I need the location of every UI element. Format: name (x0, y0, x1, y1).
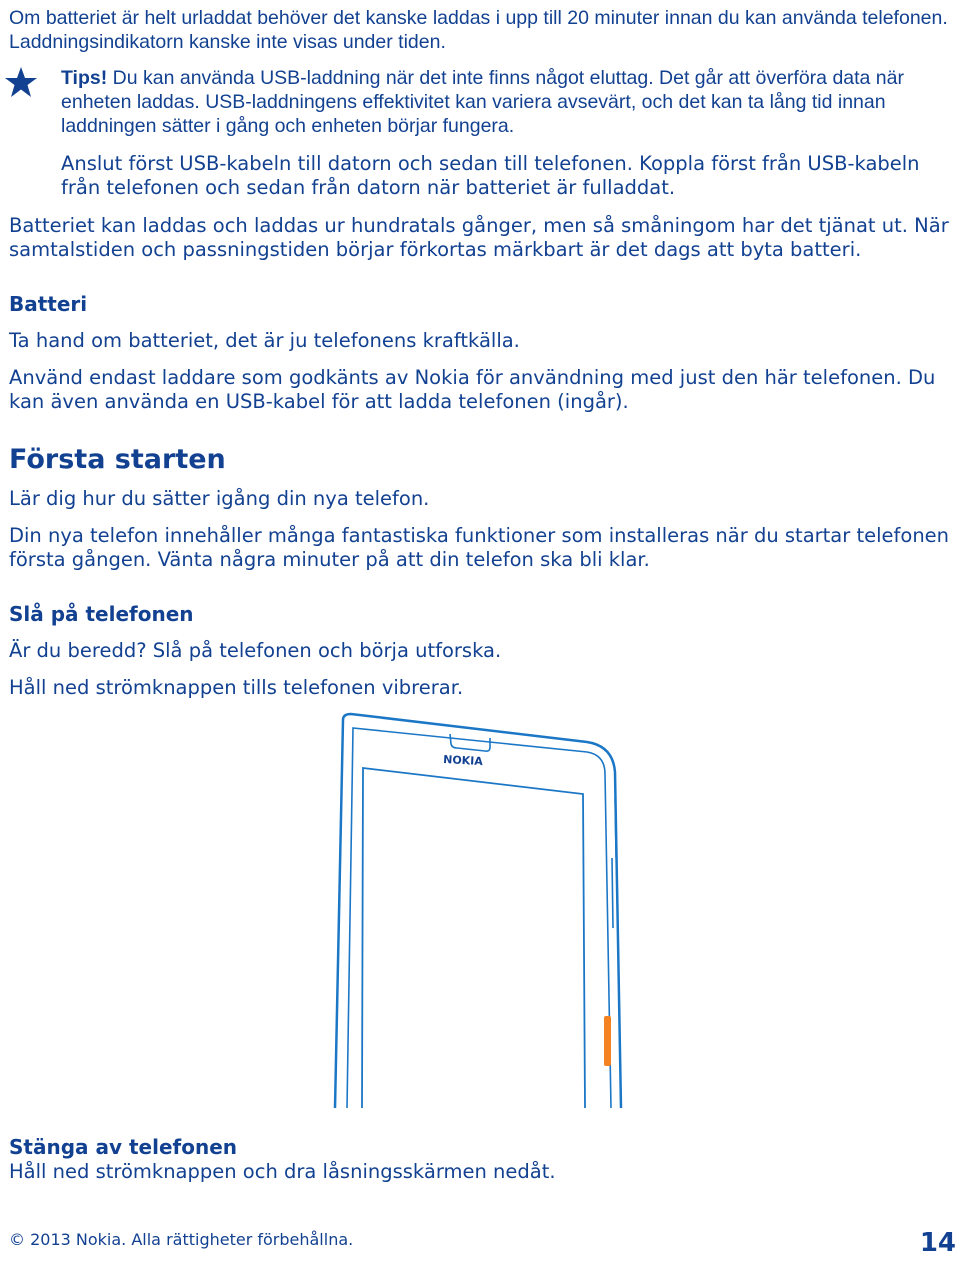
battery-life-paragraph: Batteriet kan laddas och laddas ur hundratals gånger, men så småningom har det tjänat ut. När samtalstiden och passningstiden börjar förkortas märkbart är det dags att byta batteri. (9, 214, 949, 261)
intro-paragraph: Om batteriet är helt urladdat behöver det kanske laddas i upp till 20 minuter innan du kan använda telefonen. Laddningsindikatorn kanske inte visas under tiden. (9, 7, 948, 53)
section-heading-battery: Batteri (9, 292, 88, 316)
section-heading-power-off: Stänga av telefonen (9, 1135, 237, 1159)
tip-label: Tips! (61, 67, 108, 89)
section-heading-first-start: Första starten (9, 444, 226, 475)
section-heading-power-on: Slå på telefonen (9, 602, 194, 626)
power-on-paragraph-1: Är du beredd? Slå på telefonen och börja utforska. (9, 639, 502, 662)
page-number: 14 (919, 1228, 956, 1258)
tip-usb-order: Anslut först USB-kabeln till datorn och sedan till telefonen. Koppla först från USB-kabeln från telefonen och sedan från datorn när batteriet är fulladdat. (61, 152, 920, 199)
power-on-paragraph-2: Håll ned strömknappen tills telefonen vibrerar. (9, 676, 464, 699)
first-start-paragraph-2: Din nya telefon innehåller många fantastiska funktioner som installeras när du startar telefonen första gången. Vänta några minuter på att din telefon ska bli klar. (9, 524, 950, 571)
tip-paragraph (61, 66, 954, 138)
tip-text: Du kan använda USB-laddning när det inte finns något eluttag. Det går att överföra data när enheten laddas. USB-laddningens effektivitet kan variera avsevärt, och det kan ta lång tid innan laddningen sätter i gång och enheten börjar fungera. (61, 67, 904, 137)
footer-copyright: © 2013 Nokia. Alla rättigheter förbehållna. (9, 1230, 354, 1249)
star-icon (4, 66, 38, 98)
phone-illustration (325, 708, 635, 1108)
phone-brand-logo: NOKIA (442, 753, 484, 769)
first-start-paragraph-1: Lär dig hur du sätter igång din nya telefon. (9, 487, 430, 510)
power-off-paragraph: Håll ned strömknappen och dra låsningsskärmen nedåt. (9, 1160, 556, 1183)
battery-paragraph-1: Ta hand om batteriet, det är ju telefonens kraftkälla. (9, 329, 520, 352)
power-key (604, 1016, 611, 1066)
battery-paragraph-2: Använd endast laddare som godkänts av Nokia för användning med just den här telefonen. Du kan även använda en USB-kabel för att ladda telefonen (ingår). (9, 366, 936, 413)
